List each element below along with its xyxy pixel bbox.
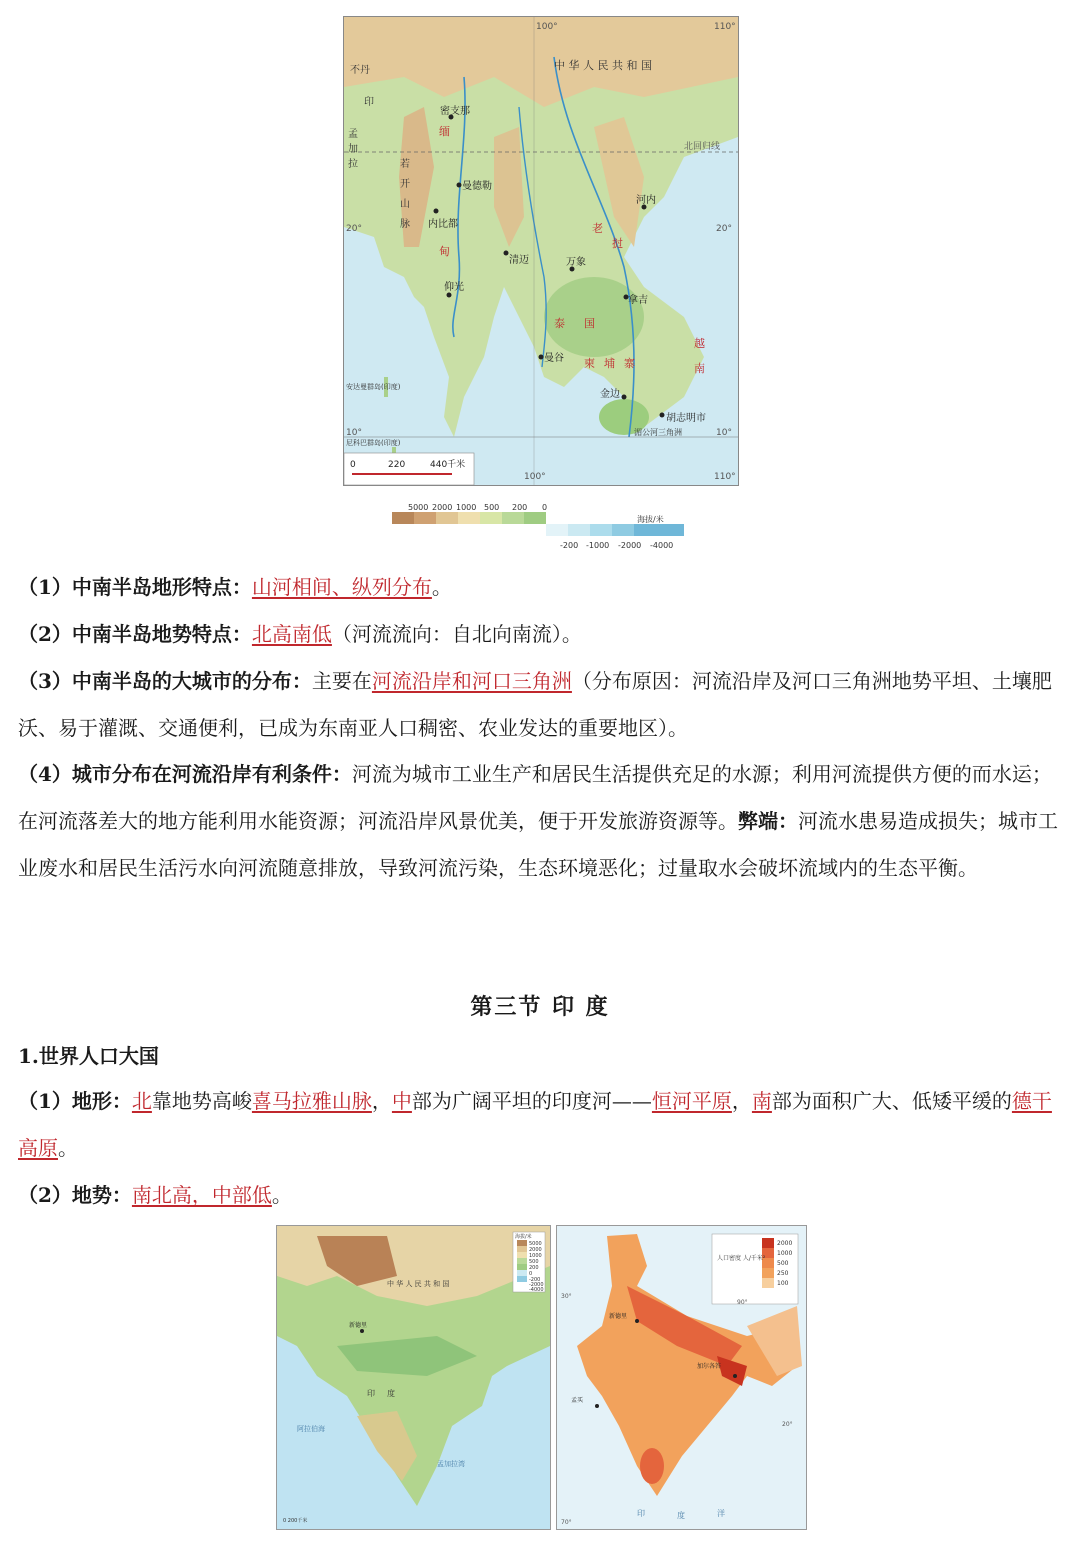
- vietnam-label-2: 南: [694, 362, 705, 375]
- q1-t4: ，: [731, 1089, 752, 1113]
- q1-t3: 部为广阔平坦的印度河——: [411, 1089, 652, 1113]
- left-legend-5000: 5000: [529, 1241, 542, 1247]
- p3-answer: 河流沿岸和河口三角洲: [371, 669, 572, 693]
- thai-label-1: 泰: [554, 317, 565, 330]
- p1-label: （1）中南半岛地形特点：: [18, 575, 252, 599]
- q2-answer: 南北高，中部低: [131, 1183, 272, 1207]
- coord-label-1: 100°: [536, 22, 558, 32]
- thai-label-2: 国: [584, 317, 595, 330]
- city-hanoi: 河内: [636, 195, 656, 206]
- right-ocean-label-3: 洋: [717, 1509, 725, 1518]
- legend-0: 0: [542, 503, 548, 512]
- right-mumbai-label: 孟买: [571, 1397, 584, 1404]
- p2-tail: （河流流向：自北向南流）。: [331, 622, 582, 646]
- right-legend-title: 人口密度 人/千米²: [717, 1255, 766, 1262]
- p2-answer: 北高南低: [251, 622, 332, 646]
- right-coord-90: 90°: [737, 1299, 748, 1306]
- left-legend-neg4000: -4000: [529, 1287, 544, 1293]
- cambodia-label-1: 柬: [584, 357, 595, 370]
- india-terrain-map: [276, 1225, 551, 1530]
- range-label-4: 脉: [400, 219, 410, 230]
- q1-t2: ，: [371, 1089, 392, 1113]
- city-bangkok: 曼谷: [544, 353, 564, 364]
- bangladesh-label-2: 加: [348, 144, 358, 155]
- legend-neg1000: -1000: [586, 541, 610, 550]
- range-label-1: 若: [400, 159, 410, 170]
- coord-label-6: 100°: [524, 472, 546, 482]
- left-legend-neg2000: -2000: [529, 1282, 544, 1288]
- city-thakhek: 拿吉: [628, 295, 648, 306]
- city-yangon: 仰光: [444, 282, 464, 293]
- coord-label-8: 110°: [714, 472, 736, 482]
- paragraph-3: [18, 658, 1064, 752]
- bangladesh-label-1: 孟: [348, 129, 358, 140]
- city-vientiane: 万象: [566, 257, 586, 268]
- city-naypyidaw: 内比都: [428, 219, 458, 230]
- q1-a4: 恒河平原: [651, 1089, 732, 1113]
- p3-text1: 主要在: [311, 669, 372, 693]
- right-coord-20: 20°: [782, 1421, 793, 1428]
- p3-label: （3）中南半岛的大城市的分布：: [18, 669, 312, 693]
- city-phnompenh: 金边: [600, 389, 620, 400]
- tropic-label: 北回归线: [684, 142, 721, 152]
- q1-a3: 中: [391, 1089, 412, 1113]
- left-china-label: 中 华 人 民 共 和 国: [387, 1280, 450, 1288]
- legend-neg4000: -4000: [650, 541, 674, 550]
- coord-label-7: 110°: [714, 22, 736, 32]
- legend-1000: 1000: [456, 503, 477, 512]
- left-legend-1000: 1000: [529, 1253, 542, 1259]
- right-kolkata-label: 加尔各答: [697, 1363, 722, 1370]
- right-legend-100: 100: [777, 1280, 789, 1287]
- left-newdelhi-label: 新德里: [349, 1322, 368, 1329]
- right-ocean-label-1: 印: [637, 1509, 645, 1518]
- cambodia-label-3: 寨: [624, 357, 635, 370]
- p2-label: （2）中南半岛地势特点：: [18, 622, 252, 646]
- right-coord-30: 30°: [561, 1293, 572, 1300]
- scale-220: 220: [388, 460, 406, 470]
- q1-t1: 靠地势高峻: [151, 1089, 252, 1113]
- scale-0: 0: [350, 460, 356, 470]
- p4-text1: 河流为城市工业生产和居民生活提供充足的水源；利用河流提供方便的而水运；在河流落差大的地方能利用水能资源；河流沿岸风景优美，便于开发旅游资源等。: [18, 762, 1052, 833]
- right-legend-500: 500: [777, 1260, 789, 1267]
- q2-label: （2）地势：: [18, 1183, 132, 1207]
- legend-2000: 2000: [432, 503, 453, 512]
- andaman-label: 安达曼群岛(印度): [346, 383, 401, 391]
- q1-a5: 南: [751, 1089, 772, 1113]
- left-scale: 0 200千米: [283, 1518, 308, 1524]
- right-legend-2000: 2000: [777, 1240, 793, 1247]
- p1-answer: 山河相间、纵列分布: [251, 575, 432, 599]
- q1-t5: 部为面积广大、低矮平缓的: [771, 1089, 1012, 1113]
- city-chiangmai: 清迈: [509, 255, 529, 266]
- legend-neg200: -200: [560, 541, 579, 550]
- q1-label: （1）地形：: [18, 1089, 132, 1113]
- p1-tail: 。: [431, 575, 452, 599]
- left-legend-2000: 2000: [529, 1247, 542, 1253]
- city-myitkyina: 密支那: [440, 106, 470, 117]
- vietnam-label-1: 越: [694, 337, 705, 350]
- left-arabian-label: 阿拉伯海: [297, 1425, 325, 1433]
- left-legend-neg200: -200: [529, 1277, 541, 1283]
- heading-1: 1.世界人口大国: [18, 1044, 159, 1068]
- right-ocean-label-2: 度: [677, 1511, 685, 1520]
- india-label: 印: [364, 97, 374, 108]
- section-title: 第三节 印 度: [470, 994, 610, 1020]
- indochina-map: [343, 16, 739, 486]
- left-bay-label: 孟加拉湾: [437, 1460, 465, 1468]
- left-india-label-1: 印: [367, 1389, 375, 1398]
- range-label-3: 山: [400, 199, 410, 210]
- left-legend-title: 海拔/米: [515, 1234, 532, 1240]
- right-legend-250: 250: [777, 1270, 789, 1277]
- left-legend-200: 200: [529, 1265, 539, 1271]
- legend-unit: 海拔/米: [637, 515, 664, 524]
- p3-text2: （分布原因：河流沿岸及河口三角洲地势平坦、土壤肥沃、易于灌溉、交通便利，已成为东南亚人口稠密、农业发达的重要地区）。: [18, 669, 1052, 740]
- laos-label-2: 挝: [612, 237, 623, 250]
- p4-label2: 弊端：: [738, 809, 798, 833]
- right-coord-70: 70°: [561, 1519, 572, 1526]
- q1-a1: 北: [131, 1089, 152, 1113]
- city-mandalay: 曼德勒: [462, 181, 492, 192]
- q1-a2: 喜马拉雅山脉: [251, 1089, 372, 1113]
- paragraph-4: [18, 751, 1064, 892]
- legend-200: 200: [512, 503, 528, 512]
- mekong-delta-label: 湄公河三角洲: [634, 428, 682, 437]
- left-india-label-2: 度: [387, 1389, 395, 1398]
- left-legend-0: 0: [529, 1271, 533, 1277]
- q1-t6: 。: [58, 1136, 78, 1160]
- coord-label-3: 20°: [716, 224, 732, 234]
- cambodia-label-2: 埔: [604, 357, 615, 370]
- right-newdelhi-label: 新德里: [609, 1313, 628, 1320]
- burma-label-2: 甸: [439, 245, 450, 258]
- right-legend-1000: 1000: [777, 1250, 793, 1257]
- china-label: 中 华 人 民 共 和 国: [554, 59, 652, 72]
- question-1: [18, 1078, 1064, 1172]
- laos-label-1: 老: [592, 222, 603, 235]
- question-2: [18, 1172, 1064, 1219]
- city-hochiminh: 胡志明市: [666, 413, 706, 424]
- burma-label-1: 缅: [439, 125, 450, 138]
- bangladesh-label-3: 拉: [348, 159, 358, 170]
- p4-text2: 河流水患易造成损失；城市工业废水和居民生活污水向河流随意排放，导致河流污染，生态环境恶化；过量取水会破坏流域内的生态平衡。: [18, 809, 1058, 880]
- bhutan-label: 不丹: [350, 65, 370, 76]
- nicobar-label: 尼科巴群岛(印度): [346, 439, 401, 447]
- coord-label-5: 10°: [716, 428, 732, 438]
- paragraph-1: [18, 564, 1064, 611]
- q2-tail: 。: [271, 1183, 292, 1207]
- coord-label-4: 10°: [346, 428, 362, 438]
- coord-label-2: 20°: [346, 224, 362, 234]
- india-population-map: [556, 1225, 807, 1530]
- legend-5000: 5000: [408, 503, 429, 512]
- elevation-legend: [392, 500, 692, 552]
- p4-label: （4）城市分布在河流沿岸有利条件：: [18, 762, 352, 786]
- range-label-2: 开: [400, 179, 410, 190]
- q1-a6: 德干高原: [18, 1089, 1052, 1160]
- legend-neg2000: -2000: [618, 541, 642, 550]
- left-legend-500: 500: [529, 1259, 539, 1265]
- legend-500: 500: [484, 503, 500, 512]
- paragraph-2: [18, 611, 1064, 658]
- scale-440: 440千米: [430, 460, 466, 470]
